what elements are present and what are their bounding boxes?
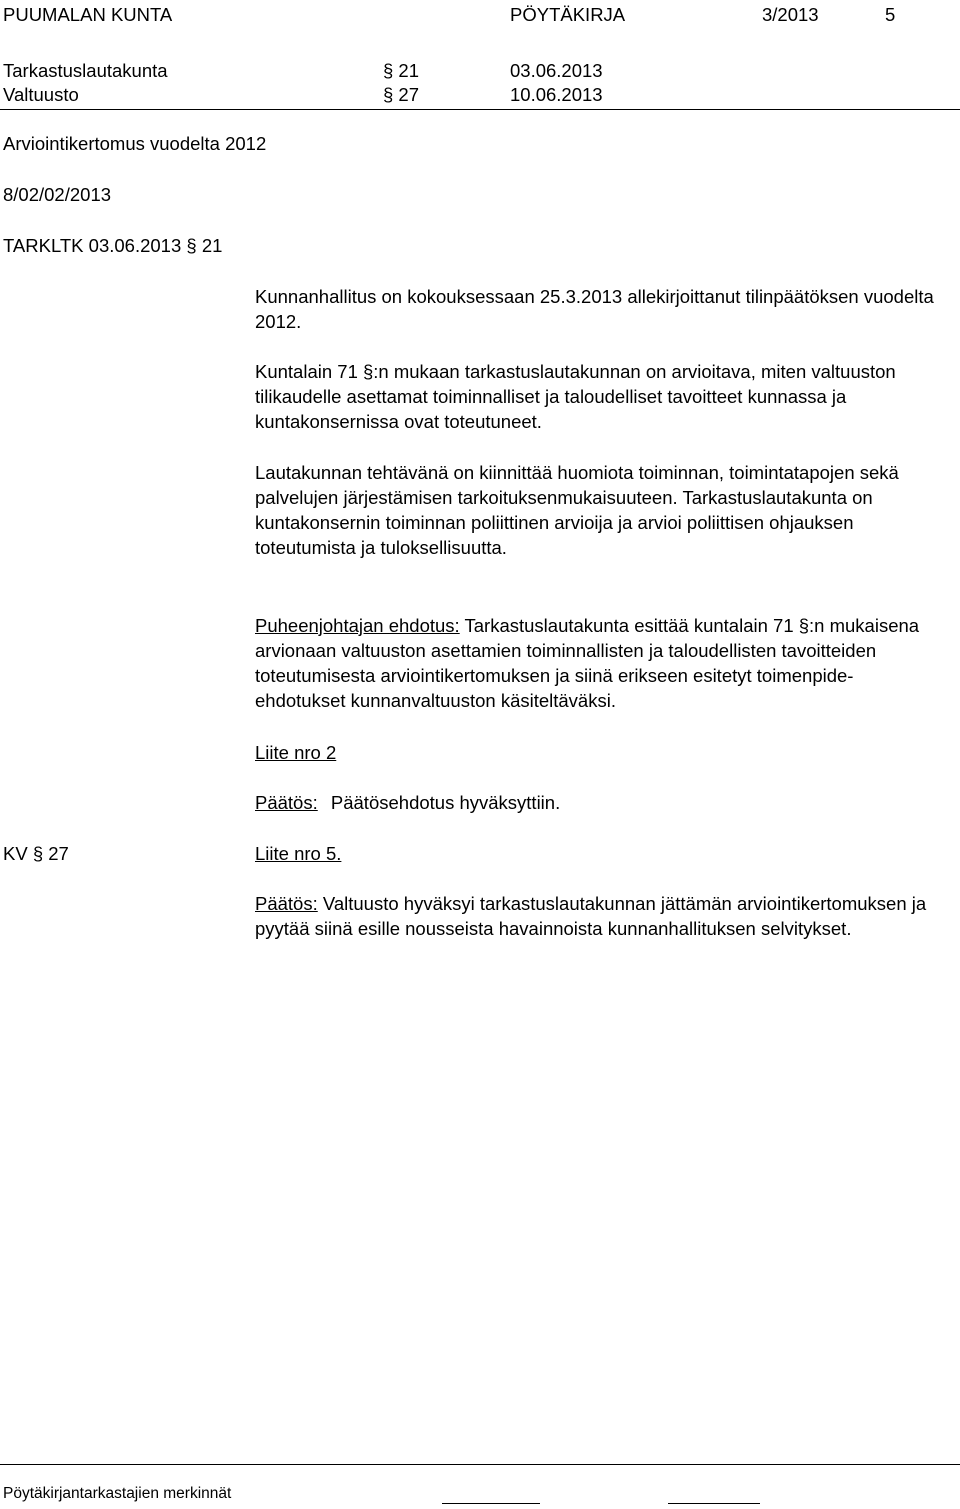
document-type: PÖYTÄKIRJA [510, 4, 626, 25]
footer-divider [0, 1464, 960, 1465]
meeting-body: Tarkastuslautakunta [3, 60, 168, 81]
attachment-link[interactable]: Liite nro 5. [255, 843, 342, 864]
proposal-label: Puheenjohtajan ehdotus: [255, 615, 460, 636]
decision-label: Päätös: [255, 792, 318, 813]
committee-reference: TARKLTK 03.06.2013 § 21 [3, 235, 223, 256]
record-id: 8/02/02/2013 [3, 184, 112, 205]
meeting-body: Valtuusto [3, 84, 79, 105]
proposal-text: Tarkastuslautakunta esittää kuntalain 71 §:n mukaisena arvionaan valtuuston asettamien toiminnallisten ja taloudellisten tavoitteiden toteutumisesta arviointikertomuksen ja siinä erikseen esitetyt toimenpide-ehdotukset kunnanvaltuuston käsiteltäväksi. [255, 615, 920, 711]
signature-line [442, 1503, 540, 1504]
meeting-date: 03.06.2013 [510, 60, 603, 81]
decision-text: Valtuusto hyväksyi tarkastuslautakunnan jättämän arviointikertomuksen ja pyytää siinä esille nousseista havainnoista kunnanhallituksen selvitykset. [255, 893, 927, 939]
document-number: 3/2013 [762, 4, 819, 25]
paragraph-committee-role: Lautakunnan tehtävänä on kiinnittää huomiota toiminnan, toimintatapojen sekä palvelujen järjestämisen tarkoituksenmukaisuuteen. Tarkastuslautakunta on kuntakonsernin toiminnan poliittinen arvioija ja arvioi poliittisen ohjauksen toteutumista ja tuloksellisuutta. [255, 462, 899, 558]
paragraph-evaluation-duty: Kuntalain 71 §:n mukaan tarkastuslautakunnan on arvioitava, miten valtuuston tilikaudelle asettamat toiminnalliset ja taloudelliset tavoitteet kunnassa ja kuntakonsernissa ovat toteutuneet. [255, 361, 896, 432]
decision-committee [255, 790, 560, 815]
meeting-section: § 27 [383, 84, 420, 105]
attachment-link[interactable]: Liite nro 2 [255, 742, 337, 763]
council-reference: KV § 27 [3, 843, 69, 864]
footer-label: Pöytäkirjantarkastajien merkinnät [3, 1485, 232, 1502]
decision-label: Päätös: [255, 893, 318, 914]
signature-line [668, 1503, 760, 1504]
meeting-section: § 21 [383, 60, 420, 81]
decision-council [255, 891, 935, 941]
proposal-paragraph [255, 613, 935, 713]
municipality-name: PUUMALAN KUNTA [3, 4, 173, 25]
paragraph-financial-statement: Kunnanhallitus on kokouksessaan 25.3.2013 allekirjoittanut tilinpäätöksen vuodelta 2012. [255, 286, 934, 332]
meeting-date: 10.06.2013 [510, 84, 603, 105]
header-divider [0, 109, 960, 110]
page-number: 5 [885, 4, 896, 25]
topic-title: Arviointikertomus vuodelta 2012 [3, 133, 267, 154]
decision-text: Päätösehdotus hyväksyttiin. [330, 792, 561, 813]
